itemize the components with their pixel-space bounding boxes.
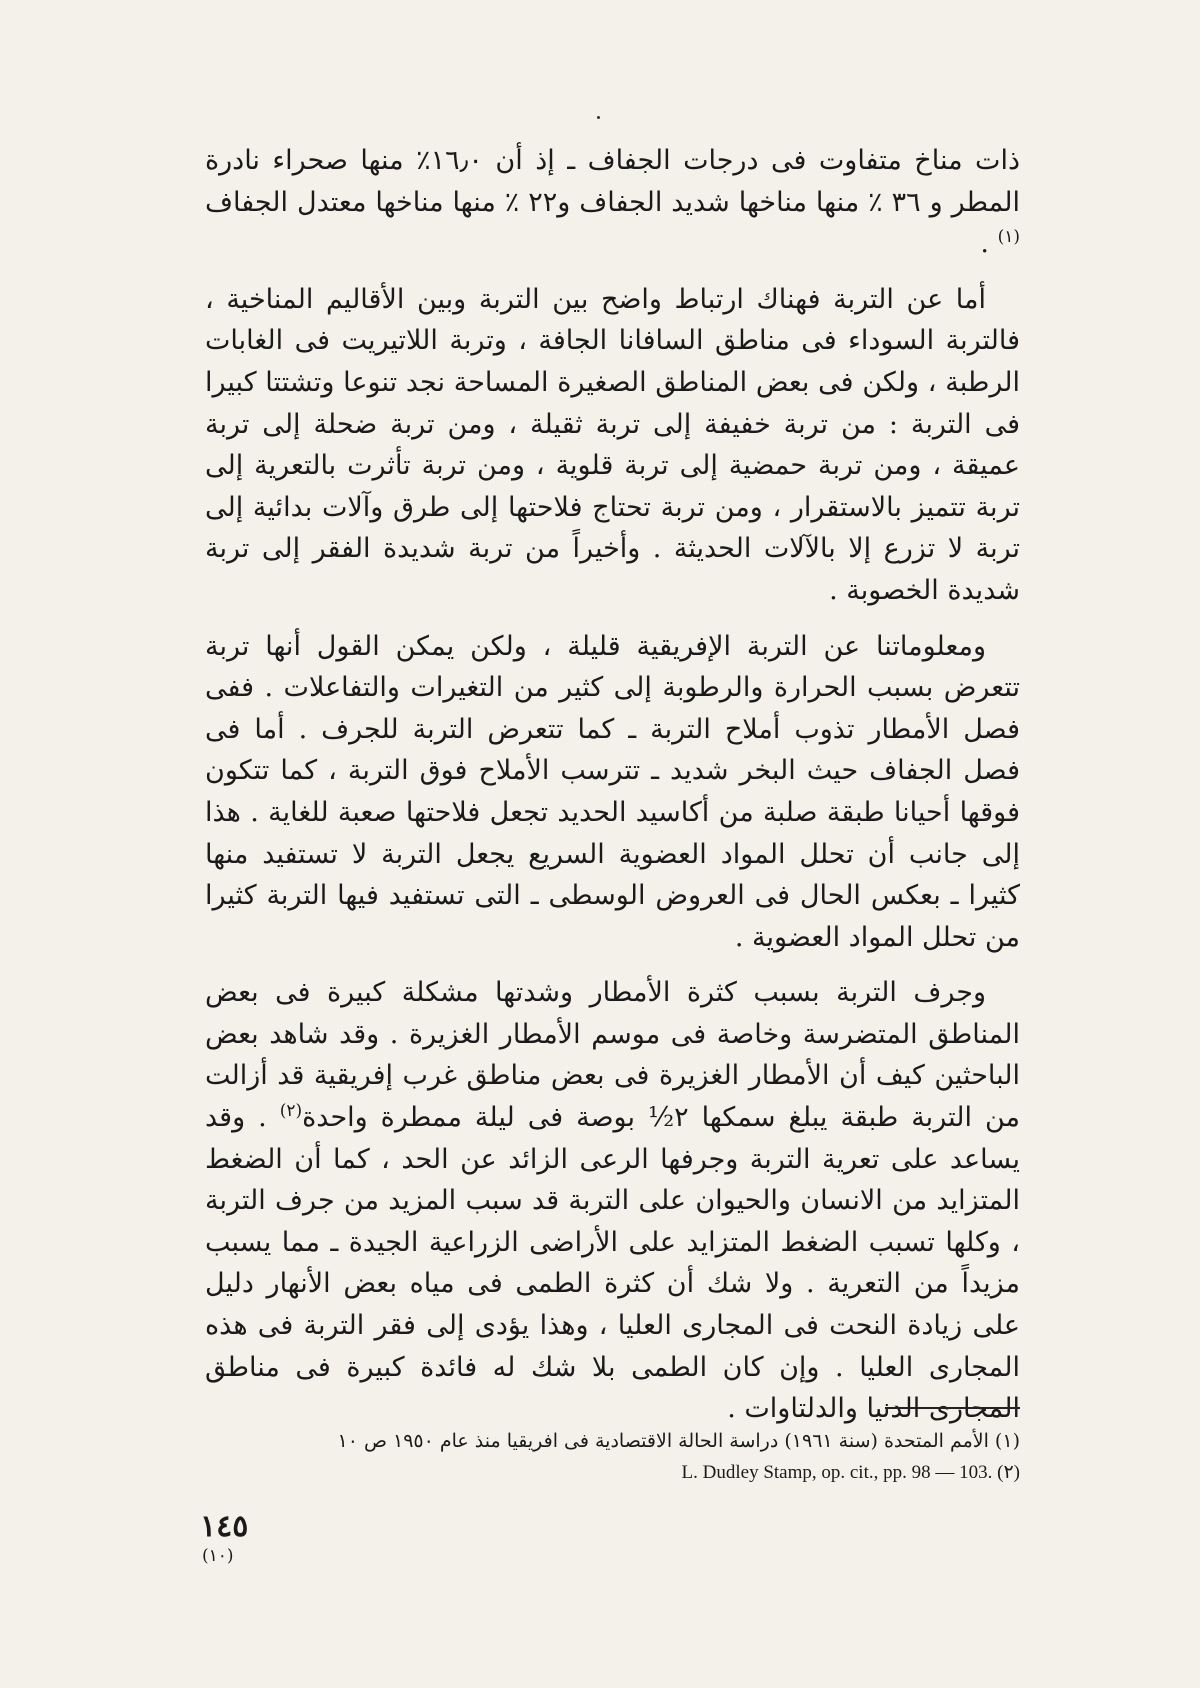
signature-mark: (١٠)	[202, 1546, 234, 1566]
paragraph-1	[205, 140, 1020, 265]
page-number: ١٤٥	[200, 1509, 249, 1544]
paragraph-4-text-after-ref: . وقد يساعد على تعرية التربة وجرفها الرعى الزائد عن الحد ، كما أن الضغط المتزايد من الانسان والحيوان على التربة قد سبب المزيد من جرف التربة ، وكلها تسبب الضغط المتزايد على الأراضى الزراعية الجيدة ـ مما يسبب مزيداً من التعرية . ولا شك أن كثرة الطمى فى مياه بعض الأنهار دليل على زيادة النحت فى المجارى العليا ، وهذا يؤدى إلى فقر التربة فى هذه المجارى العليا . وإن كان الطمى بلا شك له فائدة كبيرة فى مناطق المجارى الدنيا والدلتاوات .	[205, 1102, 1020, 1425]
footnote-separator	[885, 1407, 1020, 1409]
paragraph-2	[205, 279, 1020, 612]
paragraph-1-text: ذات مناخ متفاوت فى درجات الجفاف ـ إذ أن ١٦٫٠٪ منها صحراء نادرة المطر و ٣٦ ٪ منها مناخها شديد الجفاف و٢٢ ٪ منها مناخها معتدل الجفاف	[205, 145, 1021, 218]
paragraph-4	[205, 972, 1020, 1430]
footnote-2: L. Dudley Stamp, op. cit., pp. 98 — 103. (٢)	[681, 1462, 1020, 1483]
paragraph-4-text-before-ref: وجرف التربة بسبب كثرة الأمطار وشدتها مشكلة كبيرة فى بعض المناطق المتضرسة وخاصة فى موسم الأمطار الغزيرة . وقد شاهد بعض الباحثين كيف أن الأمطار الغزيرة فى بعض مناطق غرب إفريقية قد أزالت من التربة طبقة يبلغ سمكها ٢½ بوصة فى ليلة ممطرة واحدة	[205, 977, 1020, 1134]
footnotes	[195, 1425, 1020, 1489]
print-speck	[597, 116, 600, 119]
main-text	[205, 140, 1020, 1444]
paragraph-3	[205, 626, 1020, 959]
footnote-ref-1: (١)	[997, 227, 1020, 248]
footnote-1: (١) الأمم المتحدة (سنة ١٩٦١) دراسة الحالة الاقتصادية فى افريقيا منذ عام ١٩٥٠ ص ١٠	[337, 1430, 1020, 1452]
paragraph-2-text: أما عن التربة فهناك ارتباط واضح بين التربة وبين الأقاليم المناخية ، فالتربة السوداء فى مناطق السافانا الجافة ، وتربة اللاتيريت فى الغابات الرطبة ، ولكن فى بعض المناطق الصغيرة المساحة نجد تنوعا وتشتتا كبيرا فى التربة : من تربة خفيفة إلى تربة ثقيلة ، ومن تربة ضحلة إلى تربة عميقة ، ومن تربة حمضية إلى تربة قلوية ، ومن تربة تأثرت بالتعرية إلى تربة تتميز بالاستقرار ، ومن تربة تحتاج فلاحتها إلى طرق وآلات بدائية إلى تربة لا تزرع إلا بالآلات الحديثة . وأخيراً من تربة شديدة الفقر إلى تربة شديدة الخصوبة .	[205, 283, 1020, 606]
paragraph-3-text: ومعلوماتنا عن التربة الإفريقية قليلة ، ولكن يمكن القول أنها تربة تتعرض بسبب الحرارة والرطوبة إلى كثير من التغيرات والتفاعلات . ففى فصل الأمطار تذوب أملاح التربة ـ كما تتعرض التربة للجرف . أما فى فصل الجفاف حيث البخر شديد ـ تترسب الأملاح فوق التربة ، كما تتكون فوقها أحيانا طبقة صلبة من أكاسيد الحديد تجعل فلاحتها صعبة للغاية . هذا إلى جانب أن تحلل المواد العضوية السريع يجعل التربة لا تستفيد منها كثيرا ـ بعكس الحال فى العروض الوسطى ـ التى تستفيد فيها التربة كثيرا من تحلل المواد العضوية .	[205, 630, 1020, 953]
paragraph-1-end: .	[980, 228, 989, 260]
footnote-ref-2: (٢)	[279, 1101, 303, 1122]
